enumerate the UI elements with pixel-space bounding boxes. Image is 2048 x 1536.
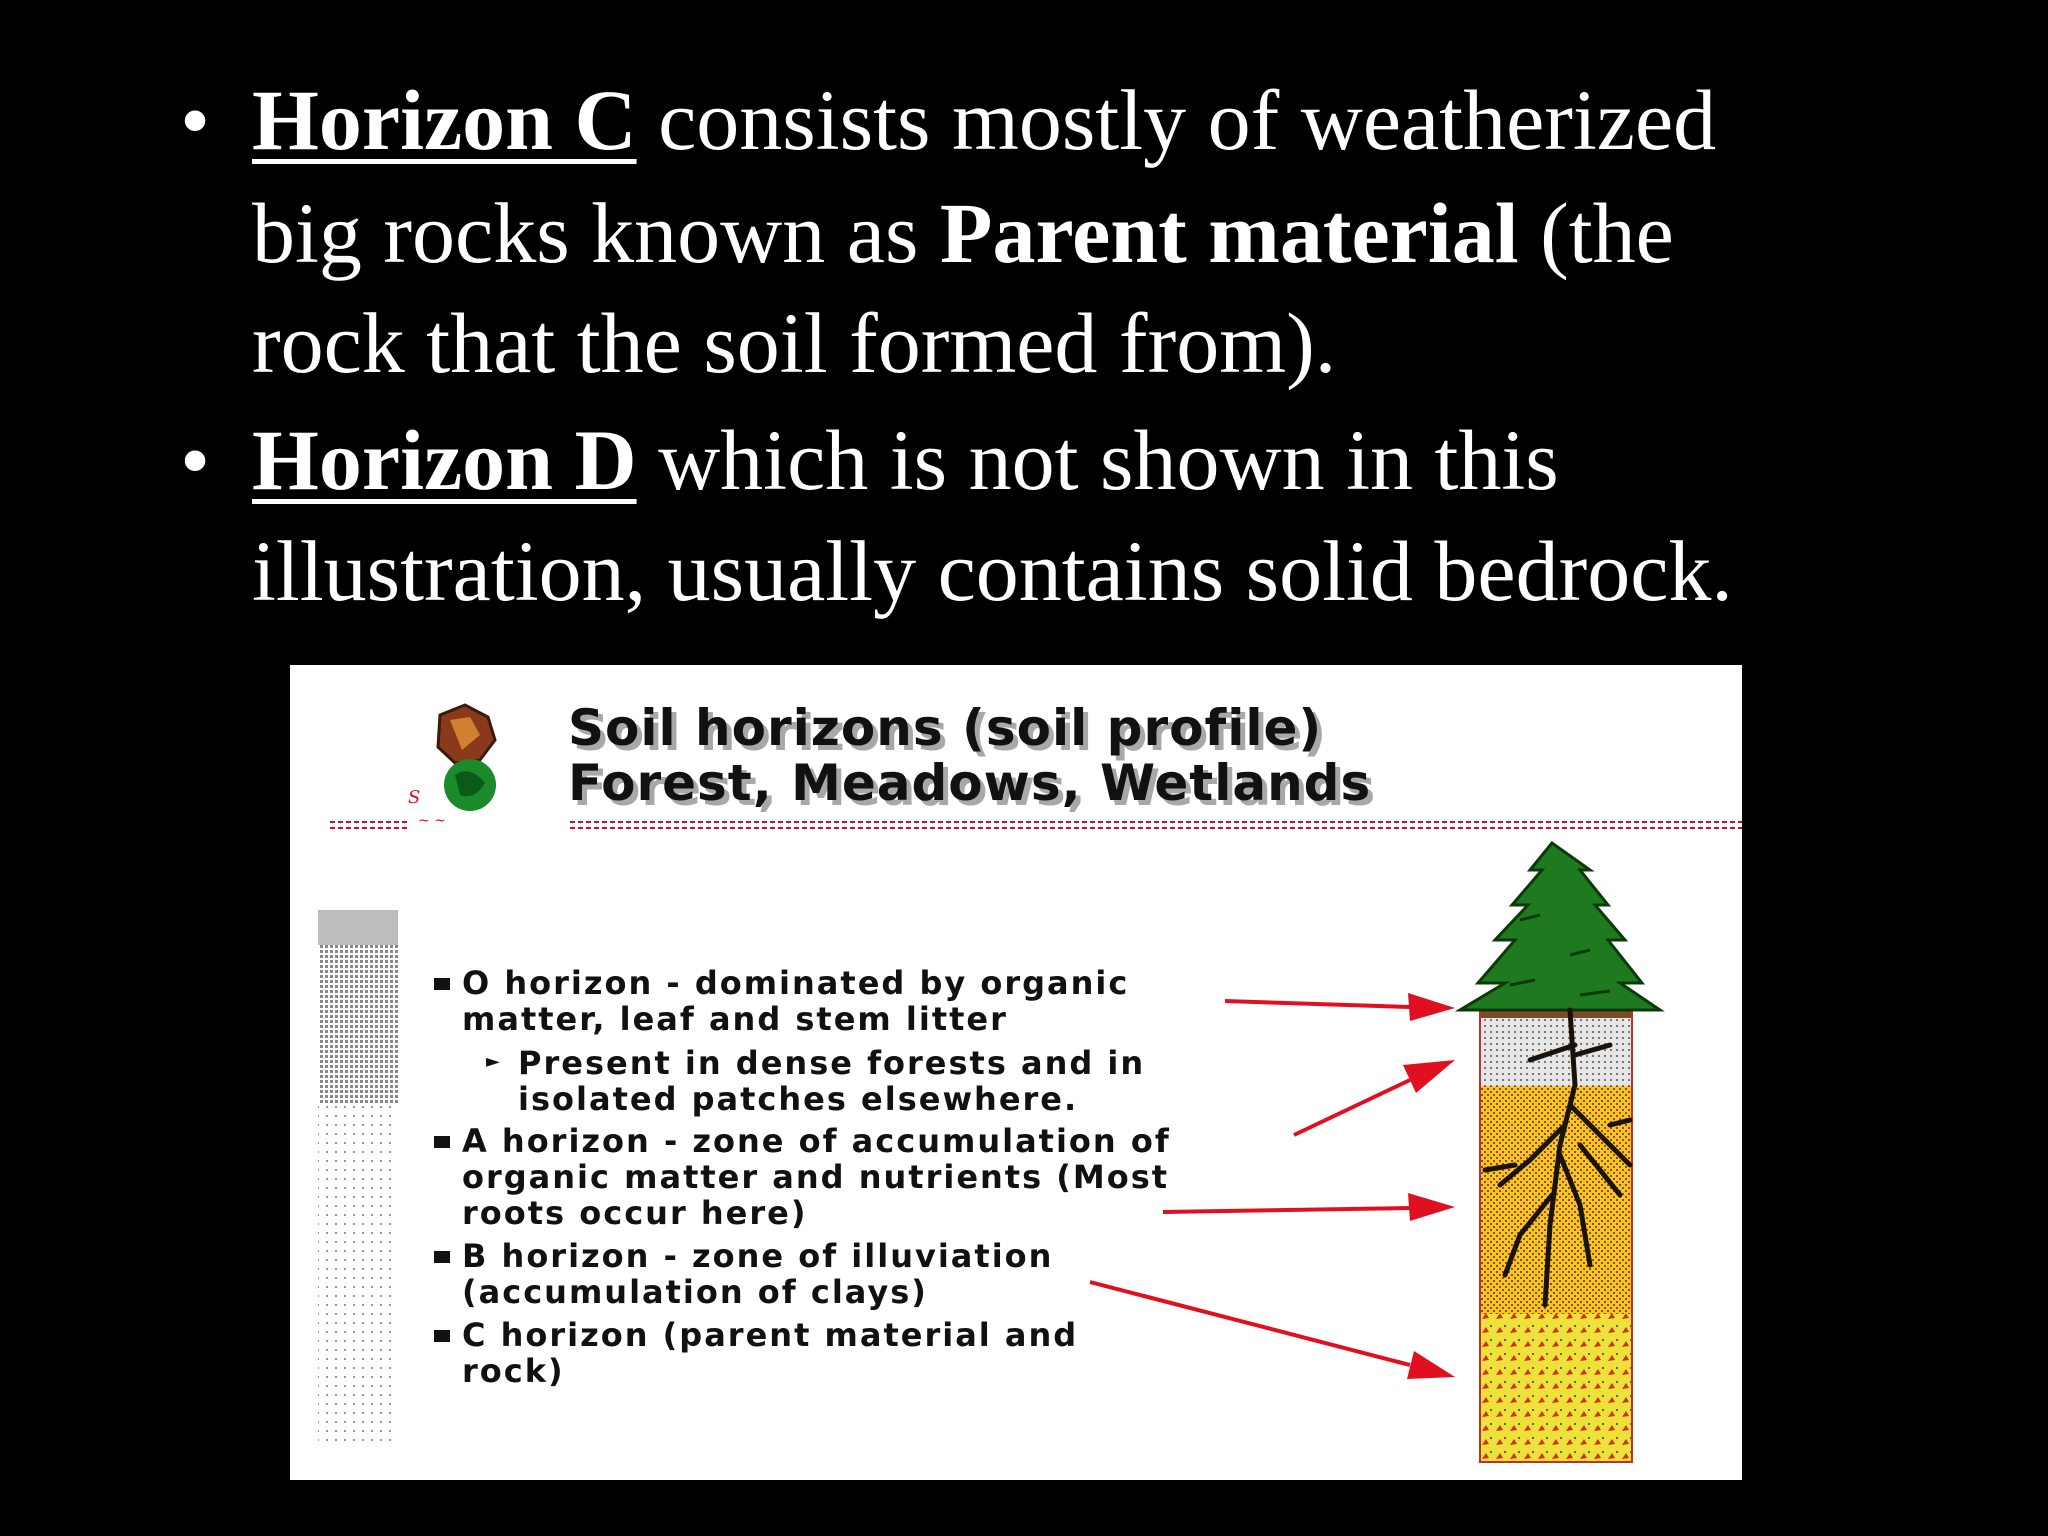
horizon-d-term: Horizon D [252, 412, 637, 508]
a-horizon-line-3: roots occur here) [462, 1194, 808, 1232]
c-horizon-line-2: rock) [462, 1352, 565, 1390]
bullet-marker: • [180, 72, 211, 168]
o-horizon-sub-line-2: isolated patches elsewhere. [518, 1080, 1079, 1118]
a-horizon-roots-arrow [1163, 1208, 1410, 1212]
bullet-2-line-2: illustration, usually contains solid bedrock. [252, 523, 1733, 619]
o-horizon-line-2: matter, leaf and stem litter [462, 1000, 1008, 1038]
a-horizon-arrow [1294, 1080, 1410, 1135]
figure-title-line-1: Soil horizons (soil profile) [568, 699, 1323, 757]
b-horizon-arrow [1090, 1282, 1410, 1365]
logo-icon [408, 705, 496, 829]
soil-horizons-figure [290, 665, 1742, 1480]
gradient-bar-sparse [318, 1105, 398, 1445]
bullet-1-line-3: rock that the soil formed from). [252, 295, 1337, 391]
horizon-c-term: Horizon C [252, 72, 637, 168]
bullet-1-line-2-post: (the [1518, 185, 1674, 281]
figure-title-line-2: Forest, Meadows, Wetlands [568, 754, 1372, 812]
bullet-square [434, 1136, 450, 1148]
bullet-2-line-1-text: which is not shown in this [636, 412, 1559, 508]
svg-text:S: S [408, 787, 421, 808]
soil-profile-column [1480, 1000, 1632, 1462]
bullet-1-line-2 [252, 185, 1674, 281]
bullet-1-line-1 [252, 72, 1717, 168]
o-horizon-arrow [1225, 1001, 1410, 1007]
o-horizon-line-1: O horizon - dominated by organic [462, 964, 1130, 1002]
bullet-marker: • [180, 412, 211, 508]
gradient-bar-top [318, 910, 398, 945]
tree-icon [1460, 843, 1660, 1010]
b-horizon-line-2: (accumulation of clays) [462, 1273, 928, 1311]
o-horizon-sub-line-1: Present in dense forests and in [518, 1044, 1146, 1082]
title-rule-left [330, 821, 410, 831]
bullet-2-line-1 [252, 412, 1559, 508]
a-horizon-line-2: organic matter and nutrients (Most [462, 1158, 1170, 1196]
bullet-1-line-2-pre: big rocks known as [252, 185, 940, 281]
svg-text:~ ~: ~ ~ [418, 813, 446, 829]
a-horizon-line-1: A horizon - zone of accumulation of [462, 1122, 1171, 1160]
bullet-square [434, 978, 450, 990]
bullet-1-line-1-text: consists mostly of weatherized [636, 72, 1717, 168]
sub-bullet-icon: ► [486, 1051, 500, 1072]
title-rule-right [568, 821, 1742, 831]
bullet-square [434, 1251, 450, 1263]
parent-material-term: Parent material [939, 185, 1519, 281]
c-horizon-line-1: C horizon (parent material and [462, 1316, 1079, 1354]
gradient-bar-dense [318, 945, 398, 1105]
slide-bullets [0, 0, 2048, 650]
b-horizon-line-1: B horizon - zone of illuviation [462, 1237, 1054, 1275]
bullet-square [434, 1330, 450, 1342]
